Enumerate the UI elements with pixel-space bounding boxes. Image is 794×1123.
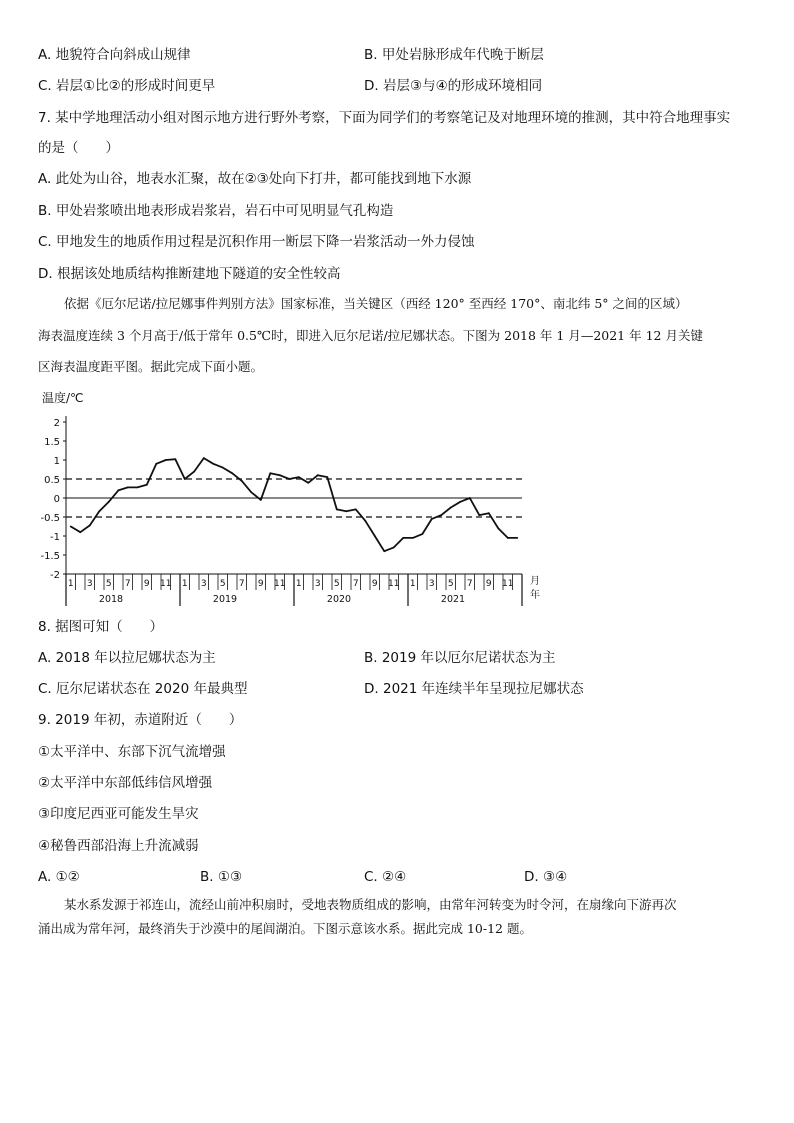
year-label: 2020: [326, 594, 352, 605]
passage1-line2: 海表温度连续 3 个月高于/低于常年 0.5℃时，即进入厄尔尼诺/拉尼娜状态。下图为 2018 年 1 月—2021 年 12 月关键: [38, 328, 703, 343]
y-tick-label: -1: [50, 532, 60, 543]
data-point: [288, 478, 290, 480]
data-point: [469, 497, 471, 499]
q7-stem-line1: 7. 某中学地理活动小组对图示地方进行野外考察，下面为同学们的考察笔记及对地理环境的推测，其中符合地理事实: [38, 110, 731, 126]
q8-option-c: C. 厄尔尼诺状态在 2020 年最典型: [38, 681, 248, 697]
y-axis: [40, 416, 66, 581]
data-point: [497, 528, 499, 530]
data-point: [507, 537, 509, 539]
month-tick-label: 11: [388, 579, 400, 589]
q8-option-b: B. 2019 年以厄尔尼诺状态为主: [364, 650, 556, 666]
data-point: [146, 484, 148, 486]
data-point: [136, 486, 138, 488]
x-axis: [66, 574, 522, 606]
month-tick-label: 3: [428, 579, 435, 589]
q9-statement-2: ②太平洋中东部低纬信风增强: [38, 775, 213, 791]
sst-anomaly-chart: [38, 386, 558, 606]
data-point: [374, 535, 376, 537]
month-tick-label: 7: [466, 579, 473, 589]
data-point: [250, 491, 252, 493]
data-point: [127, 486, 129, 488]
month-tick-label: 1: [295, 579, 302, 589]
month-tick-label: 9: [143, 579, 150, 589]
data-point: [393, 547, 395, 549]
data-point: [383, 550, 385, 552]
year-label: 2018: [98, 594, 124, 605]
data-point: [364, 520, 366, 522]
year-label: 2021: [440, 594, 466, 605]
q9-statement-3: ③印度尼西亚可能发生旱灾: [38, 806, 199, 822]
data-point: [222, 467, 224, 469]
data-point: [412, 537, 414, 539]
data-point: [279, 474, 281, 476]
month-tick-label: 5: [219, 579, 226, 589]
q7-option-d: D. 根据该处地质结构推断建地下隧道的安全性较高: [38, 266, 341, 282]
data-point: [98, 510, 100, 512]
q7-option-a: A. 此处为山谷，地表水汇聚，故在②③处向下打井，都可能找到地下水源: [38, 171, 472, 187]
data-point: [326, 476, 328, 478]
passage1-line3: 区海表温度距平图。据此完成下面小题。: [38, 359, 264, 374]
data-point: [155, 463, 157, 465]
data-point: [488, 512, 490, 514]
data-point: [193, 471, 195, 473]
data-point: [402, 537, 404, 539]
data-point: [431, 518, 433, 520]
month-tick-label: 1: [181, 579, 188, 589]
passage2-line2: 涌出成为常年河，最终消失于沙漠中的尾闾湖泊。下图示意该水系。据此完成 10-12 题。: [38, 921, 532, 936]
data-point: [440, 514, 442, 516]
y-tick-label: 1.5: [44, 437, 60, 448]
q9-statement-1: ①太平洋中、东部下沉气流增强: [38, 744, 226, 760]
month-tick-label: 7: [124, 579, 131, 589]
q9-option-d: D. ③④: [524, 869, 568, 885]
q6-option-d: D. 岩层③与④的形成环境相同: [364, 78, 543, 94]
month-tick-label: 1: [67, 579, 74, 589]
data-point: [269, 472, 271, 474]
month-tick-label: 9: [371, 579, 378, 589]
data-point: [174, 458, 176, 460]
q9-option-b: B. ①③: [200, 869, 243, 885]
anomaly-line: [71, 458, 518, 551]
data-point: [307, 482, 309, 484]
month-tick-label: 3: [86, 579, 93, 589]
data-point: [241, 480, 243, 482]
q9-statement-4: ④秘鲁西部沿海上升流减弱: [38, 838, 199, 854]
data-point: [117, 490, 119, 492]
q9-stem: 9. 2019 年初，赤道附近（ ）: [38, 712, 243, 728]
y-tick-label: 2: [53, 418, 60, 429]
threshold-lines: [66, 479, 522, 517]
q6-option-b: B. 甲处岩脉形成年代晚于断层: [364, 47, 544, 63]
month-tick-label: 3: [200, 579, 207, 589]
y-tick-label: 0: [53, 494, 60, 505]
month-tick-label: 5: [105, 579, 112, 589]
y-axis-label: 温度/℃: [42, 391, 84, 405]
month-tick-label: 7: [238, 579, 245, 589]
year-label: 2019: [212, 594, 238, 605]
data-point: [516, 537, 518, 539]
q8-option-a: A. 2018 年以拉尼娜状态为主: [38, 650, 216, 666]
x-unit-month: 月: [530, 576, 540, 587]
month-tick-label: 5: [447, 579, 454, 589]
series-line: [70, 457, 518, 552]
data-point: [478, 514, 480, 516]
data-point: [108, 501, 110, 503]
data-point: [260, 499, 262, 501]
q8-stem: 8. 据图可知（ ）: [38, 619, 164, 635]
data-point: [184, 478, 186, 480]
q7-option-b: B. 甲处岩浆喷出地表形成岩浆岩，岩石中可见明显气孔构造: [38, 203, 394, 219]
data-point: [336, 509, 338, 511]
month-tick-label: 5: [333, 579, 340, 589]
data-point: [203, 457, 205, 459]
data-point: [212, 463, 214, 465]
data-point: [231, 472, 233, 474]
y-tick-label: -0.5: [40, 513, 60, 524]
month-tick-label: 11: [274, 579, 286, 589]
month-tick-label: 7: [352, 579, 359, 589]
month-tick-label: 11: [502, 579, 514, 589]
q7-stem-line2: 的是（ ）: [38, 140, 119, 156]
data-point: [421, 533, 423, 535]
q9-option-a: A. ①②: [38, 869, 80, 885]
q7-option-c: C. 甲地发生的地质作用过程是沉积作用一断层下降一岩浆活动一外力侵蚀: [38, 234, 475, 250]
data-point: [70, 526, 72, 528]
data-point: [165, 459, 167, 461]
data-point: [89, 524, 91, 526]
passage1-line1: 依据《厄尔尼诺/拉尼娜事件判别方法》国家标准，当关键区（西经 120° 至西经 170°、南北纬 5° 之间的区域）: [64, 296, 688, 311]
q9-option-c: C. ②④: [364, 869, 407, 885]
data-point: [317, 474, 319, 476]
y-tick-label: 1: [53, 456, 60, 467]
month-tick-label: 11: [160, 579, 172, 589]
data-point: [450, 507, 452, 509]
data-point: [345, 510, 347, 512]
y-tick-label: 0.5: [44, 475, 60, 486]
data-point: [298, 476, 300, 478]
data-point: [459, 501, 461, 503]
data-point: [79, 531, 81, 533]
y-tick-label: -1.5: [40, 551, 60, 562]
q6-option-c: C. 岩层①比②的形成时间更早: [38, 78, 216, 94]
data-point: [355, 509, 357, 511]
q8-option-d: D. 2021 年连续半年呈现拉尼娜状态: [364, 681, 584, 697]
x-axis-units: [530, 575, 540, 601]
y-tick-label: -2: [50, 570, 60, 581]
month-tick-label: 9: [485, 579, 492, 589]
month-tick-label: 1: [409, 579, 416, 589]
x-unit-year: 年: [530, 590, 540, 601]
q6-option-a: A. 地貌符合向斜成山规律: [38, 47, 191, 63]
month-tick-label: 9: [257, 579, 264, 589]
month-tick-label: 3: [314, 579, 321, 589]
passage2-line1: 某水系发源于祁连山，流经山前冲积扇时，受地表物质组成的影响，由常年河转变为时令河，在扇缘向下游再次: [64, 897, 677, 912]
